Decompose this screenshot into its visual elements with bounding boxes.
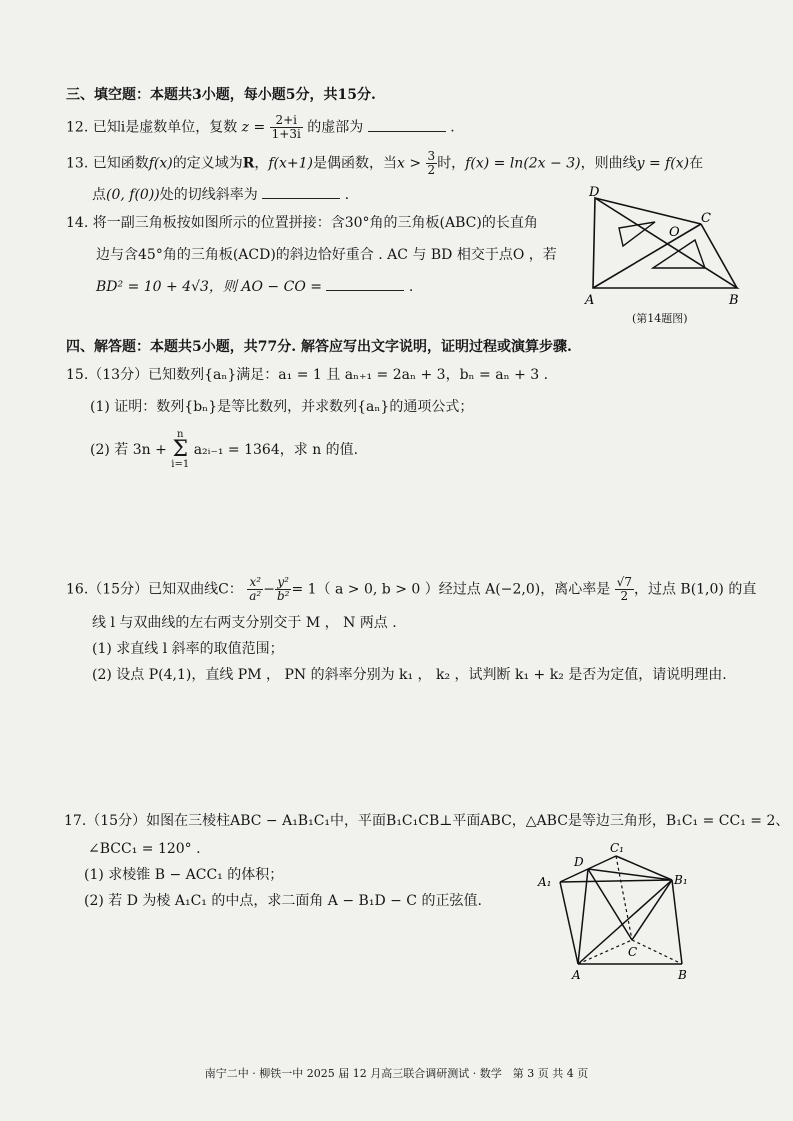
q15-line1: 15.（13分）已知数列{aₙ}满足：a₁ = 1 且 aₙ₊₁ = 2aₙ + 3，bₙ = aₙ + 3 . (66, 367, 549, 383)
q17-edge-ad (578, 869, 588, 964)
q17-label-c1: C₁ (610, 841, 624, 855)
q14-label-c: C (701, 211, 711, 226)
q14-line1: 14. 将一副三角板按如图所示的位置拼接：含30°角的三角板(ABC)的长直角 (66, 215, 538, 231)
q14-answer-blank[interactable] (326, 276, 404, 291)
q17-edge-a1b1 (560, 880, 672, 882)
q16-frac-y (275, 576, 292, 603)
q16-l1c: ，过点 B(1,0) 的直 (633, 581, 757, 598)
q16-minus: − (263, 581, 275, 598)
q14-caption: (第14题图) (632, 312, 688, 325)
section4-title: 四、解答题：本题共5小题，共77分. 解答应写出文字说明，证明过程或演算步骤. (66, 339, 572, 355)
q15-sigma-top: n (177, 429, 184, 440)
q14-label-o: O (669, 225, 680, 240)
q15-p2b: a₂ᵢ₋₁ = 1364，求 n 的值. (193, 442, 359, 458)
q15-p2a: (2) 若 3n + (90, 442, 167, 458)
q16-frac-x (247, 576, 263, 603)
q16-enum: √7 (616, 575, 632, 589)
question-13-line2 (92, 184, 349, 204)
q17-label-a1: A₁ (538, 875, 552, 889)
q17-line2: ∠BCC₁ = 120° . (88, 841, 201, 857)
q13-fnum: 3 (427, 149, 436, 163)
section3-title: 三、填空题：本题共3小题，每小题5分，共15分. (66, 87, 376, 103)
q13-l1d: 是偶函数，当 (313, 155, 398, 172)
q12-denominator: 1+3i (271, 127, 301, 141)
q14-inner-triangle-1 (619, 222, 655, 246)
q17-label-b: B (678, 968, 687, 982)
q14-inner-triangle-2 (653, 240, 705, 268)
q15-part1: (1) 证明：数列{bₙ}是等比数列，并求数列{aₙ}的通项公式； (90, 399, 474, 415)
q13-l1e: 时， (437, 155, 466, 172)
q14-line-dc (595, 198, 701, 224)
q14-line3 (96, 276, 413, 296)
q14-label-a: A (585, 293, 595, 308)
q15-summation (171, 430, 189, 470)
q13-l2b: 处的切线斜率为 (159, 187, 258, 203)
q16-y2: y² (275, 576, 292, 590)
q14-end: . (408, 279, 414, 295)
q17-label-b1: B₁ (674, 873, 688, 887)
q14-line-ac (593, 224, 701, 288)
q13-l1g: 在 (689, 155, 704, 172)
q14-line-cb (701, 224, 737, 288)
q13-point: (0, f(0)) (106, 187, 160, 203)
q13-fx1: f(x+1) (268, 155, 314, 172)
q14-label-b: B (729, 293, 739, 308)
q17-line1: 17.（15分）如图在三棱柱ABC − A₁B₁C₁中，平面B₁C₁CB⊥平面ABC，△ABC是等边三角形，B₁C₁ = CC₁ = 2、 (64, 813, 790, 829)
q16-line2: 线 l 与双曲线的左右两支分别交于 M ， N 两点 . (92, 615, 397, 631)
q12-answer-blank[interactable] (368, 117, 446, 132)
q17-edge-b1b (672, 880, 682, 964)
q17-hidden-ac (578, 940, 632, 964)
q13-l2a: 点 (92, 187, 106, 203)
q13-l1b: 的定义域为 (172, 155, 243, 172)
q12-end: . (450, 119, 455, 136)
q12-prefix: 12. 已知i是虚数单位，复数 (66, 119, 238, 136)
q16-line1 (66, 576, 756, 603)
q17-hidden-cb (632, 940, 682, 964)
q16-eccentricity (615, 576, 634, 603)
q13-curve: y = f(x) (636, 155, 690, 172)
q13-end: . (344, 187, 350, 203)
q16-x2: x² (247, 576, 263, 590)
q13-answer-blank[interactable] (262, 184, 340, 199)
q14-line2: 边与含45°角的三角板(ACD)的斜边恰好重合 . AC 与 BD 相交于点O ，若 (96, 247, 557, 263)
q13-l1a: 13. 已知函数 (66, 155, 149, 172)
q15-part2 (90, 430, 358, 470)
q15-sigma: Σ (172, 437, 189, 462)
q16-a2: a² (249, 589, 262, 603)
page-footer: 南宁二中 · 柳铁一中 2025 届 12 月高三联合调研测试 · 数学 第 3 页 共 4 页 (204, 1067, 589, 1080)
q13-l1f: ，则曲线 (580, 155, 637, 172)
q13-fraction (426, 150, 438, 177)
q16-l1a: 16.（15分）已知双曲线C： (66, 581, 243, 598)
q15-sigma-bottom: i=1 (171, 459, 190, 470)
q14-label-d: D (589, 185, 600, 200)
q16-b2: b² (276, 589, 290, 603)
q12-numerator: 2+i (270, 114, 303, 128)
q17-edge-a1a (560, 882, 578, 964)
q17-prism-figure (534, 836, 704, 986)
q13-xgt: x > (397, 155, 422, 172)
q16-part2: (2) 设点 P(4,1)，直线 PM ， PN 的斜率分别为 k₁ ， k₂ ，试判断 k₁ + k₂ 是否为定值，请说明理由. (92, 667, 727, 683)
question-12 (66, 114, 455, 141)
q16-eden: 2 (620, 589, 629, 603)
q17-part1: (1) 求棱锥 B − ACC₁ 的体积； (84, 867, 284, 883)
q12-fraction (270, 114, 303, 141)
q14-figure (583, 184, 743, 308)
q16-l1b: = 1（ a > 0, b > 0 ）经过点 A(−2,0)，离心率是 (291, 581, 611, 598)
q17-part2: (2) 若 D 为棱 A₁C₁ 的中点，求二面角 A − B₁D − C 的正弦值. (84, 893, 482, 909)
q13-R: R (242, 155, 255, 172)
q17-label-d: D (574, 855, 584, 869)
q13-l1c: ， (254, 155, 269, 172)
q13-fdef: f(x) = ln(2x − 3) (465, 155, 581, 172)
question-13-line1 (66, 150, 703, 177)
q17-label-a: A (572, 968, 581, 982)
q17-edge-ab1 (578, 880, 672, 964)
q17-label-c: C (628, 945, 638, 959)
q12-suffix: 的虚部为 (307, 119, 364, 136)
q13-fx: f(x) (148, 155, 173, 172)
q14-line3a: BD² = 10 + 4√3，则 AO − CO = (96, 279, 322, 295)
q12-z: z = (241, 119, 266, 136)
q16-part1: (1) 求直线 l 斜率的取值范围； (92, 641, 284, 657)
q13-fden: 2 (427, 163, 436, 177)
